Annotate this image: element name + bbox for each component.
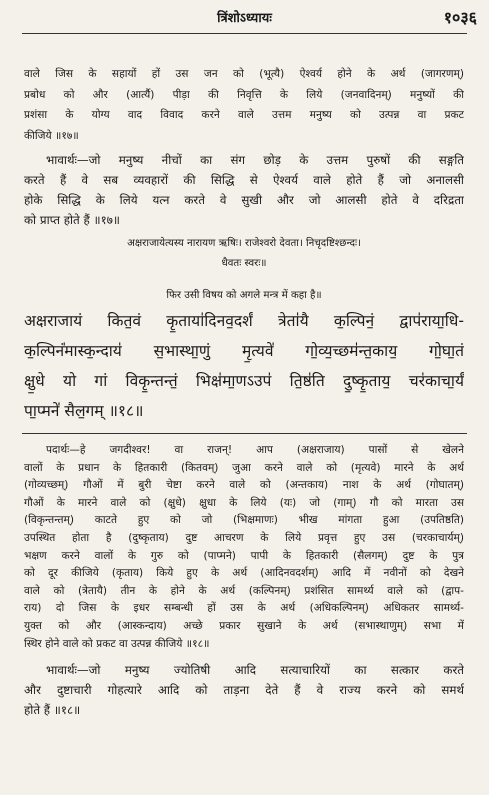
- text-line: होते हैं ॥१८॥: [24, 703, 81, 717]
- text-line: प्रबोध को और (आर्त्यै) पीड़ा की निवृत्ति के लिये (जनवादिनम्) मनुष्यों की: [24, 88, 464, 101]
- text-line: स्थिर होने वाले को प्रकट वा उत्पन्न कीजिये ॥१८॥: [24, 637, 210, 650]
- bhavartha-17: [24, 150, 464, 230]
- bhavartha-18: [24, 660, 464, 720]
- text-line: होके सिद्धि के लिये यत्न करते वे सुखी और जो आलसी होते वे दरिद्रता: [24, 193, 464, 207]
- mantra-line: पा॒प्मने॑ सैल॒गम् ॥१८॥: [24, 402, 144, 420]
- text-line: धैवतः स्वरः॥: [221, 258, 267, 269]
- text-line: करते हैं वे सब व्यवहारों की सिद्धि से ऐश्वर्य वाले होते हैं जो अनालसी: [24, 173, 464, 187]
- text-line: गौओं के मारने वाले को (क्षुधे) क्षुधा के लिये (यः) जो (गाम्) गौ को मारता उस: [24, 496, 464, 509]
- text-line: को प्राप्त होते हैं ॥१७॥: [24, 213, 120, 227]
- text-line: को दूर कीजिये (कृताय) किये हुए के अर्थ (आदिनवदर्शम्) आदि में नवीनों को देखने: [24, 567, 464, 580]
- page-header: [0, 4, 489, 30]
- text-line: भावार्थः—जो मनुष्य नीचों का संग छोड़ के उत्तम पुरुषों की सङ्गति: [46, 153, 464, 167]
- text-line: वालों के प्रधान के हितकारी (कितवम्) जुआ करने वाले को (मृत्यवे) मारने के अर्थ: [24, 461, 464, 474]
- text-line: राय) दो जिस के इधर सम्बन्धी हों उस के अर्थ (अधिकल्पिनम्) अधिकतर सामर्थ्य-: [24, 602, 464, 615]
- text-line: भक्षण करने वालों के गुरु को (पाप्मने) पापी के हितकारी (सैलगम्) दुष्ट के पुत्र: [24, 549, 464, 562]
- padartha-18: [24, 442, 464, 653]
- chapter-title: त्रिंशोऽध्यायः: [217, 11, 272, 26]
- text-line: भावार्थः—जो मनुष्य ज्योतिषी आदि सत्याचारियों का सत्कार करते: [46, 663, 464, 677]
- text-line: अक्षराजायेत्यस्य नारायण ऋषिः। राजेश्वरो देवता। निचृदष्टिश्छन्दः।: [127, 238, 361, 249]
- text-line: पदार्थः—हे जगदीश्वर! वा राजन्! आप (अक्षराजाय) पासों से खेलने: [46, 444, 464, 456]
- mantra-line: क्षु॒धे यो गां विकृ॒न्तन्तं॒ भिक्ष॑मा॒णऽउप॑ ति॒ष्ठ॑ति दु॒ष्कृ॒ताय॒ चर॑काचा॒र्यं: [24, 372, 464, 390]
- text-line: प्रशंसा के योग्य वाद विवाद करने वाले उत्तम मनुष्य को उत्पन्न वा प्रकट: [24, 109, 464, 121]
- text-line: (विकृन्तन्तम्) काटते हुए को जो (भिक्षमाणः) भीख मांगता हुआ (उपतिष्ठति): [24, 514, 464, 527]
- text-line: फिर उसी विषय को अगले मन्त्र में कहा है॥: [166, 290, 322, 301]
- text-line: (गोव्यच्छम्) गौओं में बुरी चेष्टा करने वाले को (अन्तकाय) नाश के अर्थ (गोघातम्): [24, 479, 464, 492]
- mantra-text: [24, 306, 464, 426]
- page-number: १०३६: [443, 8, 477, 27]
- text-line: युक्त को और (आस्कन्दाय) अच्छे प्रकार सुखाने के अर्थ (सभास्थाणुम्) सभा में: [24, 619, 464, 632]
- text-line: और दुष्टाचारी गोहत्यारे आदि को ताड़ना देते हैं वे राज्य करने को समर्थ: [24, 683, 464, 697]
- text-line: उपस्थित होता है (दुष्कृताय) दुष्ट आचरण के लिये प्रवृत्त हुए उस (चरकाचार्यम्): [24, 531, 464, 544]
- rishi-devata-line: [24, 234, 464, 274]
- text-line: कीजिये ॥१७॥: [24, 129, 79, 142]
- mantra-line: अक्षराजायं कित॒वं कृ॒ताया॑दिनव॒दर्शं त्रेता॑यै क॒ल्पिनं॒ द्वाप॑राया॒धि-: [24, 312, 464, 330]
- text-line: वाले जिस के सहायों हों उस जन को (भूत्यै) ऐश्वर्य होने के अर्थ (जागरणम्): [24, 68, 464, 80]
- padartha-continuation: [24, 64, 464, 146]
- mantra-line: क॒ल्पिनं॑मास्क॒न्दाय॑ स॒भास्था॒णुं मृ॒त्यवे॑ गो॒व्य॒च्छम॑न्त॒काय॒ गो॒घा॒तं: [24, 342, 464, 360]
- text-line: वाले को (त्रेतायै) तीन के होने के अर्थ (कल्पिनम्) प्रशंसित सामर्थ्य वाले को (द्वाप-: [24, 584, 464, 597]
- mantra-intro: [24, 286, 464, 306]
- header-rule: [22, 33, 467, 34]
- section-rule: [22, 433, 467, 434]
